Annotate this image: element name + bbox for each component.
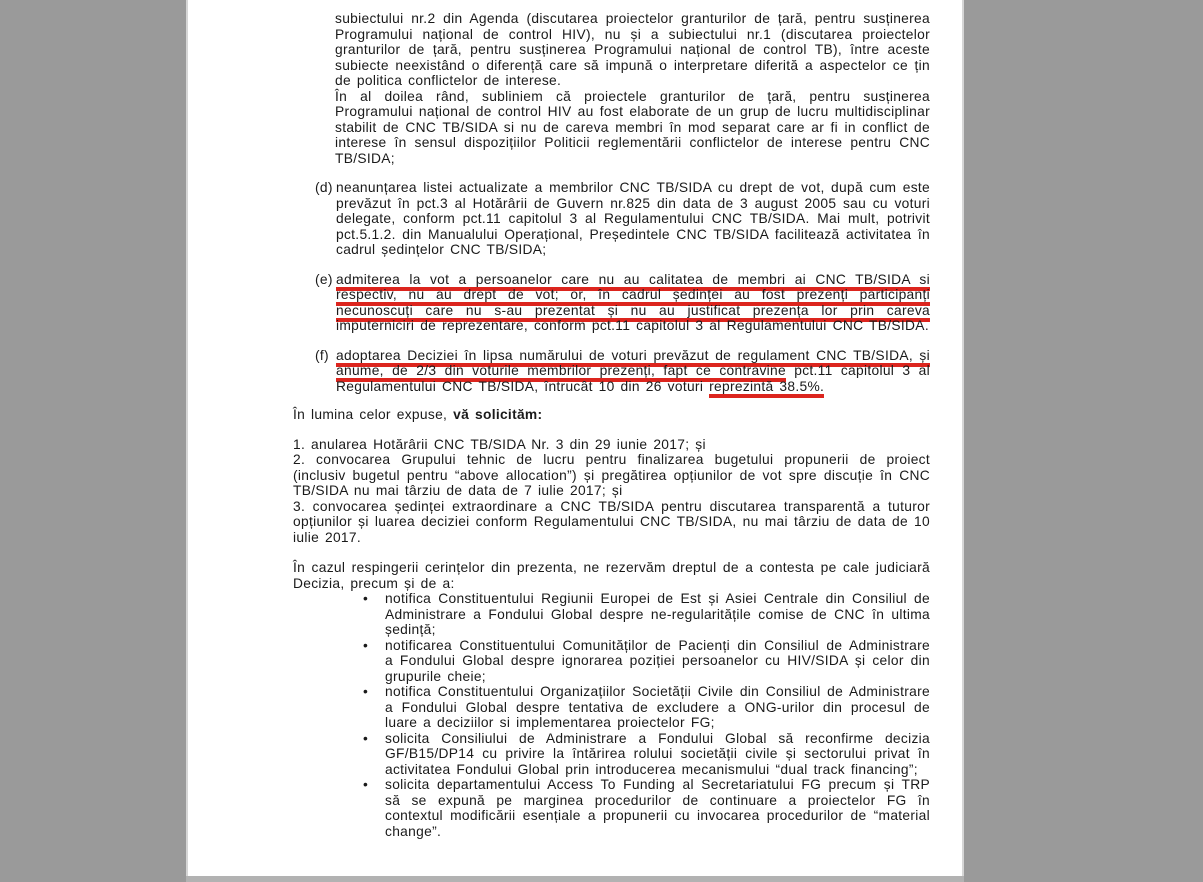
bullet-text-3: notifica Constituentului Organizațiilor Societății Civile din Consiliul de Administrare a Fondului Global despre tentativa de excludere a ONG-urilor din procesul de luare a deciziilor si implementarea proiectelor FG; bbox=[385, 684, 930, 730]
item-label-f: (f) bbox=[315, 347, 329, 363]
intro-paragraph-1: subiectului nr.2 din Agenda (discutarea proiectelor granturilor de țară, pentru susținerea Programului național de control HIV), nu și a subiectului nr.1 (discutarea proiectelor granturilor de țară, pentru susținerea Programului național de control TB), între aceste subiecte neexistând o diferență care să impună o interpretare diferită a aspectelor ce țin de politica conflictelor de interese. bbox=[335, 11, 930, 88]
closing-paragraph: În cazul respingerii cerințelor din prezenta, ne rezervăm dreptul de a contesta pe cale judiciară Decizia, precum și de a: bbox=[293, 560, 930, 591]
red-underlined-text: reprezintă 38.5%. bbox=[709, 379, 824, 398]
bullet-text-1: notifica Constituentului Regiunii Europei de Est și Asiei Centrale din Consiliul de Administrare a Fondului Global despre ne-regularitățile comise de CNC în ultima ședință; bbox=[385, 591, 930, 637]
item-f-text: pct.11 capitolul 3 al Regulamentului CNC TB/SIDA, întrucât 10 din 26 voturi bbox=[336, 363, 930, 394]
request-bold-text: vă solicităm: bbox=[453, 407, 543, 422]
item-d-text: neanunțarea listei actualizate a membrilor CNC TB/SIDA cu drept de vot, după cum este prevăzut în pct.3 al Hotărârii de Guvern nr.825 din data de 3 august 2005 sau cu voturi delegate, conform pct.11 capitolul 3 al Regulamentului CNC TB/SIDA. Mai mult, potrivit pct.5.1.2. din Manualului Operațional, Președintele CNC TB/SIDA facilitează activitatea în cadrul ședințelor CNC TB/SIDA; bbox=[336, 180, 930, 257]
bullet-text-4: solicita Consiliului de Administrare a Fondului Global să reconfirme decizia GF/B15/DP14 cu privire la întărirea rolului societății civile și sectorului privat în activitatea Fondului Global prin introducerea mecanismului “dual track financing”; bbox=[385, 730, 930, 777]
bullet-text-2: notificarea Constituentului Comunităților de Pacienți din Consiliul de Administrare a Fondului Global despre ignorarea poziției persoanelor cu HIV/SIDA și celor din grupurile cheie; bbox=[385, 637, 930, 684]
bullet-icon: • bbox=[363, 591, 369, 606]
document-text-block bbox=[293, 11, 930, 839]
request-intro-line bbox=[293, 407, 930, 423]
bullet-item bbox=[363, 591, 930, 638]
bullet-icon: • bbox=[363, 730, 369, 746]
request-intro-text: În lumina celor expuse, bbox=[293, 407, 454, 422]
item-text-d bbox=[336, 180, 930, 258]
demand-item-1: 1. anularea Hotărârii CNC TB/SIDA Nr. 3 din 29 iunie 2017; și bbox=[293, 436, 706, 452]
demand-item-2: 2. convocarea Grupului tehnic de lucru pentru finalizarea bugetului propunerii de proiect (inclusiv bugetul pentru “above allocation”) și pregătirea opțiunilor de vot spre discuție în CNC TB/SIDA nu mai târziu de data de 7 iulie 2017; și bbox=[293, 452, 930, 498]
bullet-item bbox=[363, 777, 930, 839]
lettered-item-d bbox=[315, 180, 930, 258]
bullet-text-5: solicita departamentului Access To Funding al Secretariatului FG precum și TRP să se expună pe marginea procedurilor de continuare a proiectelor FG în contextul modificării esențiale a propunerii cu invocarea procedurilor de “material change”. bbox=[385, 777, 930, 839]
lettered-item-f bbox=[315, 348, 930, 395]
item-label-e: (e) bbox=[315, 271, 333, 287]
item-text-e bbox=[336, 272, 930, 334]
bullet-list bbox=[293, 591, 930, 839]
bullet-icon: • bbox=[363, 777, 369, 792]
lettered-item-e bbox=[315, 272, 930, 334]
bullet-item bbox=[363, 684, 930, 731]
bullet-item bbox=[363, 638, 930, 685]
bullet-icon: • bbox=[363, 684, 369, 699]
red-underlined-text: adoptarea Deciziei în lipsa numărului de voturi prevăzut de regulament CNC TB/SIDA, și anume, de 2/3 din voturile membrilor prezenți, fapt ce contravine bbox=[336, 348, 930, 383]
item-text-f bbox=[336, 348, 930, 395]
intro-paragraph-2: În al doilea rând, subliniem că proiectele granturilor de țară, pentru susținerea Programului național de control HIV au fost elaborate de un grup de lucru multidisciplinar stabilit de CNC TB/SIDA si nu de careva membri în mod separat care ar fi in conflict de interese în sensul dispozițiilor Politicii reglementării conflictelor de interese pentru CNC TB/SIDA; bbox=[335, 88, 930, 166]
item-label-d: (d) bbox=[315, 180, 333, 195]
demand-list bbox=[293, 437, 930, 546]
page-bottom-edge bbox=[186, 876, 964, 882]
red-underlined-text: admiterea la vot a persoanelor care nu au calitatea de membri ai CNC TB/SIDA si respectiv, nu au drept de vot; or, în cadrul ședinței au fost prezenți participanți necunoscuți care nu s-au prezentat și nu au justificat prezența lor prin careva bbox=[336, 272, 930, 322]
bullet-icon: • bbox=[363, 637, 369, 653]
item-e-text: imputerniciri de reprezentare, conform pct.11 capitolul 3 al Regulamentului CNC TB/SIDA. bbox=[336, 318, 929, 333]
demand-item-3: 3. convocarea ședinței extraordinare a CNC TB/SIDA pentru discutarea transparentă a tuturor opțiunilor și luarea deciziei conform Regulamentului CNC TB/SIDA, nu mai târziu de data de 10 iulie 2017. bbox=[293, 498, 930, 545]
bullet-item bbox=[363, 731, 930, 778]
document-page bbox=[186, 0, 964, 876]
